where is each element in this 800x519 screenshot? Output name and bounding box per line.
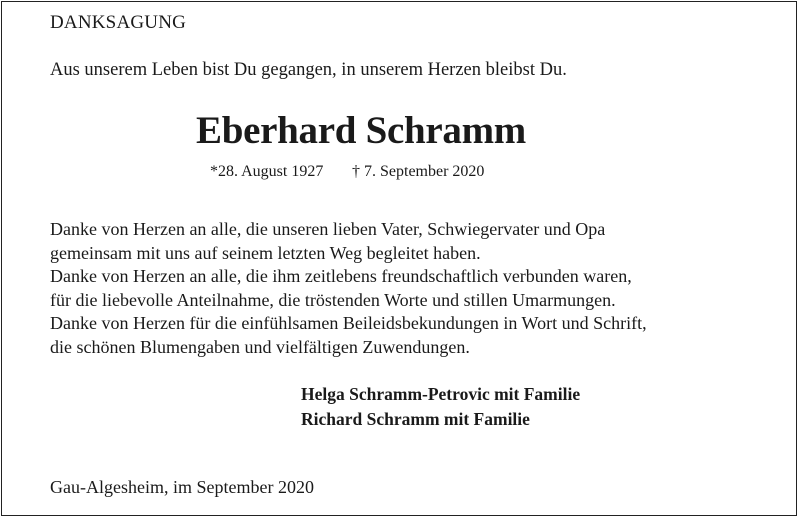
deceased-name: Eberhard Schramm (196, 109, 526, 152)
thanks-line: Danke von Herzen an alle, die ihm zeitlebens freundschaftlich verbunden waren, (50, 266, 632, 287)
death-date: † 7. September 2020 (352, 163, 485, 180)
thanks-line: Danke von Herzen für die einfühlsamen Beileidsbekundungen in Wort und Schrift, (50, 313, 647, 334)
signer-name: Helga Schramm-Petrovic mit Familie (301, 384, 581, 404)
place-date: Gau-Algesheim, im September 2020 (50, 477, 314, 497)
thanks-line: gemeinsam mit uns auf seinem letzten Weg begleitet haben. (50, 242, 481, 263)
thanks-line: die schönen Blumengaben und vielfältigen Zuwendungen. (50, 336, 470, 357)
thanks-text (50, 218, 647, 360)
birth-date: *28. August 1927 (210, 163, 324, 180)
motto-line: Aus unserem Leben bist Du gegangen, in unserem Herzen bleibst Du. (50, 60, 567, 80)
signers (301, 382, 580, 432)
signer-name: Richard Schramm mit Familie (301, 409, 530, 429)
thanks-line: für die liebevolle Anteilnahme, die tröstenden Worte und stillen Umarmungen. (50, 289, 616, 310)
notice-heading: DANKSAGUNG (50, 12, 187, 33)
thanks-line: Danke von Herzen an alle, die unseren lieben Vater, Schwiegervater und Opa (50, 219, 606, 239)
